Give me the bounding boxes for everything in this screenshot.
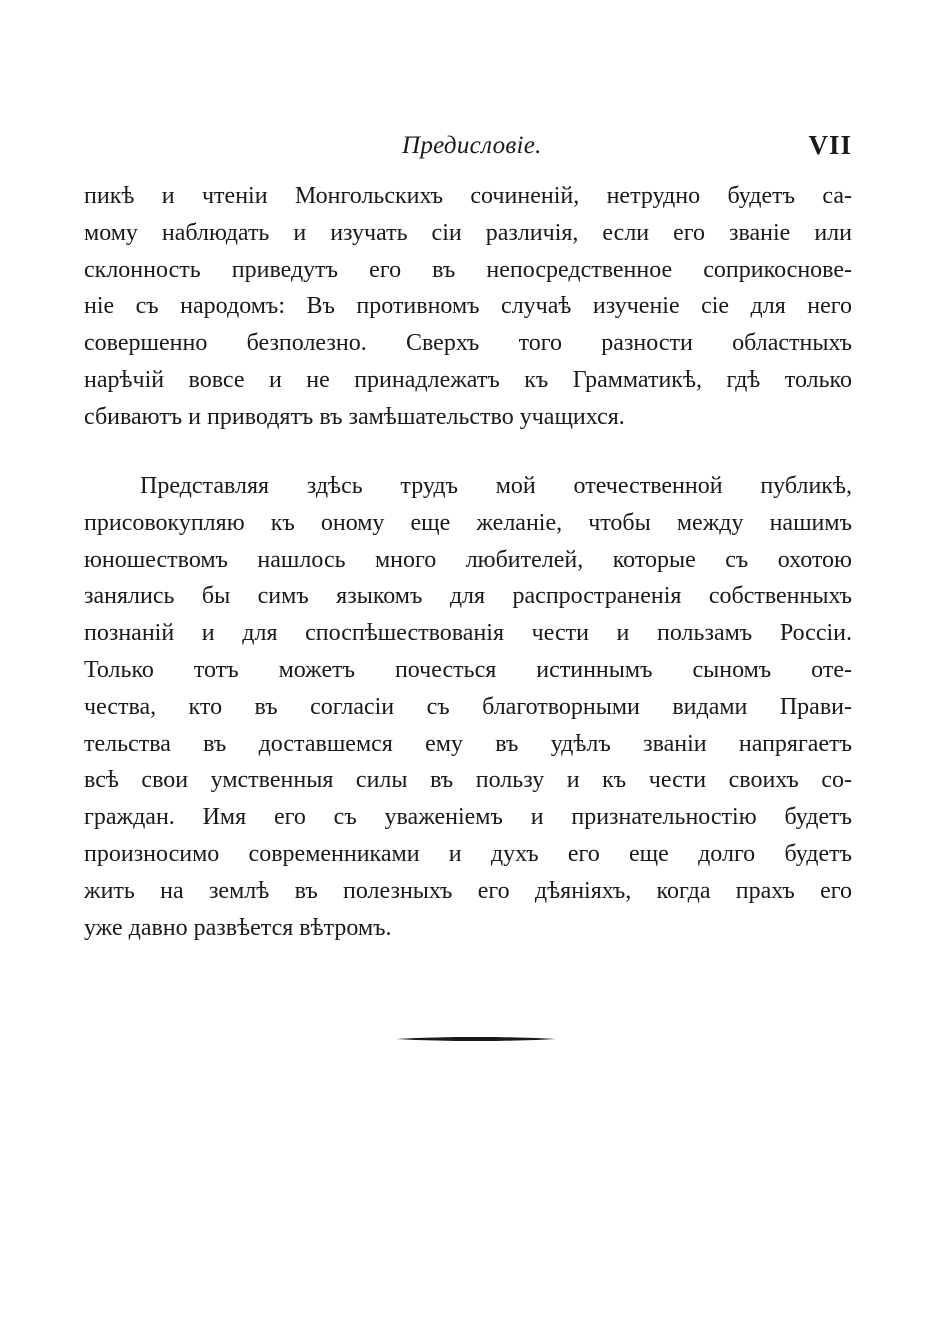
- text-line: Представляя здѣсь трудъ мой отечественной публикѣ,: [140, 473, 852, 499]
- running-head: Предисловіе.: [402, 132, 542, 159]
- text-line: познаній и для споспѣшествованія чести и пользамъ Россіи.: [84, 620, 852, 647]
- page-number: VII: [808, 130, 852, 160]
- text-line: склонность приведутъ его въ непосредственное соприкоснове-: [84, 256, 852, 283]
- text-line: тельства въ доставшемся ему въ удѣлъ званіи напрягаетъ: [84, 730, 852, 757]
- text-line: жить на землѣ въ полезныхъ его дѣяніяхъ, когда прахъ его: [84, 877, 852, 904]
- text-line: пикѣ и чтеніи Монгольскихъ сочиненій, нетрудно будетъ са-: [84, 183, 852, 209]
- text-line: мому наблюдать и изучать сіи различія, если его званіе или: [84, 219, 852, 246]
- paragraph-1: [84, 178, 852, 436]
- text-line: ніе съ народомъ: Въ противномъ случаѣ изученіе сіе для него: [84, 293, 852, 320]
- end-ornament-rule: [396, 1036, 556, 1042]
- text-line: присовокупляю къ оному еще желаніе, чтобы между нашимъ: [84, 509, 852, 536]
- text-line: нарѣчій вовсе и не принадлежатъ къ Грамматикѣ, гдѣ только: [84, 366, 852, 393]
- text-line: сбиваютъ и приводятъ въ замѣшательство учащихся.: [84, 403, 625, 430]
- text-line: Только тотъ можетъ почесться истиннымъ сыномъ оте-: [84, 656, 852, 683]
- text-line: всѣ свои умственныя силы въ пользу и къ чести своихъ со-: [84, 767, 852, 794]
- paragraph-2: [84, 468, 852, 946]
- page-header: [84, 128, 852, 168]
- text-line: занялись бы симъ языкомъ для распространенія собственныхъ: [84, 583, 852, 610]
- text-line: чества, кто въ согласіи съ благотворными видами Прави-: [84, 693, 852, 720]
- text-line: граждан. Имя его съ уваженіемъ и признательностію будетъ: [84, 804, 852, 831]
- text-line: произносимо современниками и духъ его еще долго будетъ: [84, 840, 852, 867]
- text-line: юношествомъ нашлось много любителей, которые съ охотою: [84, 546, 852, 573]
- text-line: уже давно развѣется вѣтромъ.: [84, 914, 392, 941]
- text-line: совершенно безполезно. Сверхъ того разности областныхъ: [84, 330, 852, 357]
